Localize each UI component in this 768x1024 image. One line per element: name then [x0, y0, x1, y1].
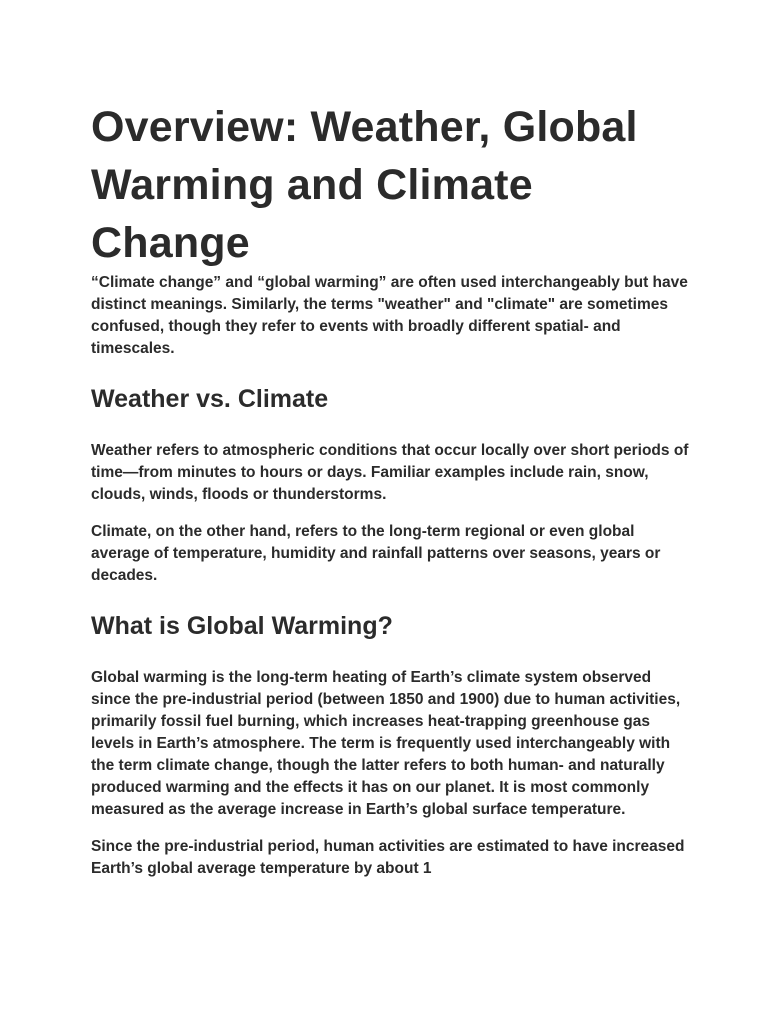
paragraph-global-warming-definition: Global warming is the long-term heating of Earth’s climate system observed since the pre-industrial period (between 1850 and 1900) due to human activities, primarily fossil fuel burning, which increases heat-trapping greenhouse gas levels in Earth’s atmosphere. The term is frequently used interchangeably with the term climate change, though the latter refers to both human- and naturally produced warming and the effects it has on our planet. It is most commonly measured as the average increase in Earth’s global surface temperature.	[91, 669, 681, 818]
page-title: Overview: Weather, Global Warming and Climate Change	[91, 103, 638, 267]
section-heading-weather-vs-climate: Weather vs. Climate	[91, 385, 329, 413]
intro-paragraph: “Climate change” and “global warming” are often used interchangeably but have distinct meanings. Similarly, the terms "weather" and "climate" are sometimes confused, though they refer to events with broadly different spatial- and timescales.	[91, 274, 688, 357]
section-heading-global-warming: What is Global Warming?	[91, 612, 393, 640]
paragraph-climate-definition: Climate, on the other hand, refers to the long-term regional or even global average of temperature, humidity and rainfall patterns over seasons, years or decades.	[91, 523, 661, 584]
paragraph-temperature-increase: Since the pre-industrial period, human activities are estimated to have increased Earth’s global average temperature by about 1	[91, 838, 685, 877]
paragraph-weather-definition: Weather refers to atmospheric conditions that occur locally over short periods of time—from minutes to hours or days. Familiar examples include rain, snow, clouds, winds, floods or thunderstorms.	[91, 442, 689, 503]
document-page	[91, 98, 691, 895]
